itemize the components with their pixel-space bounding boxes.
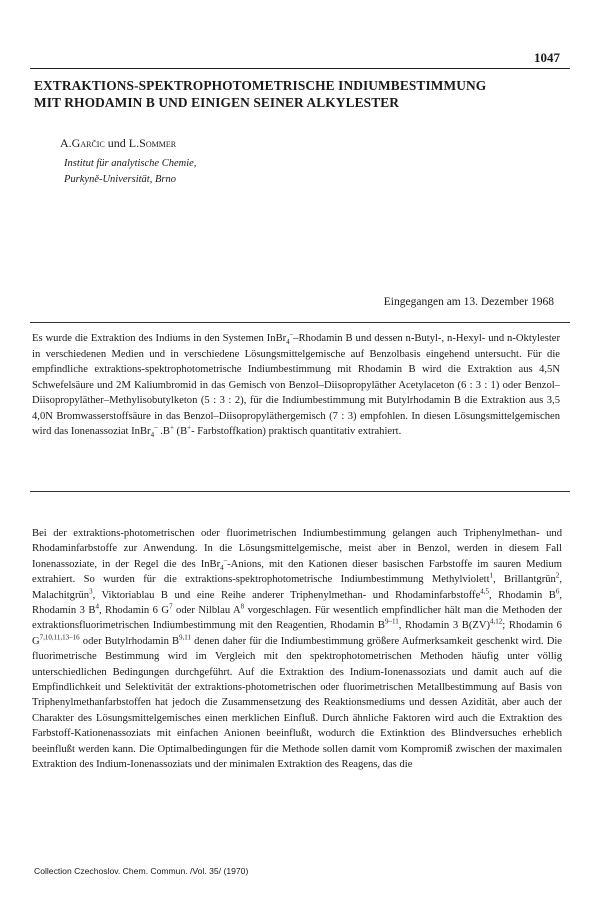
reference: 9–11	[384, 617, 399, 626]
reference: 7,10,11,13–16	[39, 633, 80, 642]
affiliation	[64, 156, 196, 188]
reference: 4	[95, 602, 99, 611]
formula-sub-superscript: $_4$–	[286, 330, 294, 347]
reference: 7	[169, 602, 173, 611]
reference: 9,11	[179, 633, 192, 642]
affiliation-line-2: Purkyně-Universität, Brno	[64, 174, 176, 185]
authors	[60, 136, 176, 151]
article-title	[34, 77, 574, 111]
received-date: Eingegangen am 13. Dezember 1968	[383, 296, 554, 308]
reference: 4,12	[490, 617, 503, 626]
author2-name: Sommer	[139, 136, 177, 150]
affiliation-line-1: Institut für analytische Chemie,	[64, 158, 197, 169]
abstract-paragraph: Es wurde die Extraktion des Indiums in den Systemen InBr$_4$––Rhodamin B und dessen n-Butyl-, n-Hexyl- und n-Oktylester in verschiedenen Medien und in verschiedene Lösungsmittelgemische auf Benzolbasis eingehend untersucht. Für die empfindliche extraktions-spektrophotometrische Indiumbestimmung mit Rhodamin B wird die Extraktion aus 4,5N Schwefelsäure und 2M Kaliumbromid in das Gemisch von Benzol–Diisopropyläther Acetylaceton (6 : 3 : 1) oder Benzol–Diisopropyläther–Methylisobutylketon (5 : 3 : 2), für die Indiumbestimmung mit Butylrhodamin B die Extraktion aus 3,5 4,0N Bromwasserstoffsäure in das Benzol–Diisopropyläthergemisch (7 : 3) empfohlen. In diesen Lösungsmittelgemischen wird das Ionenassoziat InBr$_4$– .B+ (B+- Farbstoffkation) praktisch quantitativ extrahiert.	[32, 330, 561, 440]
author2-initial: L.	[128, 136, 140, 150]
journal-footer: Collection Czechoslov. Chem. Commun. /Vol. 35/ (1970)	[34, 866, 249, 876]
reference: 8	[240, 602, 245, 611]
top-rule	[30, 68, 570, 69]
body-paragraph: Bei der extraktions-photometrischen oder fluorimetrischen Indiumbestimmung gelangen auch Triphenylmethan- und Rhodaminfarbstoffe zur Anwendung. In die Lösungsmittelgemische, meist aber in Benzol, werden in diesem Fall Ionenassoziate, in der Regel die des InBr$_4$–-Anions, mit den Kationen dieser basischen Farbstoffe im sauren Medium extrahiert. So wurden für die extraktions-spektrophotometrische Indiumbestimmung Methylviolett$^1$, Brillantgrün$^2$, Malachitgrün$^3$, Viktoriablau B und eine Reihe anderer Triphenylmethan- und Rhodaminfarbstoffe$^{4,5}$, Rhodamin $B^6$, Rhodamin 3 $B^4$, Rhodamin 6 $G^7$ oder Nilblau $A^8$ vorgeschlagen. Für wesentlich empfindlicher hält man die Methoden der extraktionsfluorimetrischen Indiumbestimmung mit den Reagentien, Rhodamin $B^{9-11}$, Rhodamin 3 B(ZV)$^{4,12}$; Rhodamin 6 G$^{7,10,11,13-16}$ oder Butylrhodamin B$^{9,11}$ denen daher für die Indiumbestimmung größere Aufmerksamkeit geschenkt wird. Die fluorimetrische Bestimmung wird im Vergleich mit den spektrophotometrischen Methoden häufig unter völlig unterschiedlichen Bedingungen durchgeführt. Auf die Extraktion des Indium-Ionenassoziats und damit auch auf die Empfindlichkeit und Selektivität der extraktions-photometrischen oder fluorimetrischen Metallbestimmung auf Basis von Triphenylmethanfarbstoffen hat jedoch die Zusammensetzung des Reaktionsmediums und dessen Azidität, aber auch der Charakter des Lösungsmittelgemisches einen merklichen Einfluß. Durch ähnliche Faktoren wird auch die Extraktion des Farbstoff-Kationenassoziats mit einfachen Anionen beeinflußt, wodurch die Extinktion des Blindversuches erheblich beeinflußt werden kann. Die Optimalbedingungen für die Methode sollen damit vom Kompromiß zwischen der maximalen Extraktion des Indium-Ionenassoziats und der minimalen Extraktion des Reagens, das die	[32, 528, 563, 771]
reference: 2	[555, 571, 560, 580]
title-line-2: MIT RHODAMIN B UND EINIGEN SEINER ALKYLESTER	[34, 95, 400, 110]
abstract-bottom-rule	[30, 491, 570, 492]
title-line-1: EXTRAKTIONS-SPEKTROPHOTOMETRISCHE INDIUMBESTIMMUNG	[34, 78, 487, 93]
author-conjunction: und	[104, 136, 129, 150]
body-text	[32, 526, 562, 773]
reference: 6	[555, 587, 560, 596]
author1-name: Garčic	[71, 136, 105, 150]
reference: 3	[89, 587, 93, 596]
reference: 1	[489, 571, 494, 580]
abstract-top-rule	[30, 322, 570, 323]
abstract	[32, 331, 560, 440]
page-number: 1047	[534, 50, 560, 65]
author1-initial: A.	[60, 136, 72, 150]
reference: 4,5	[480, 587, 490, 596]
